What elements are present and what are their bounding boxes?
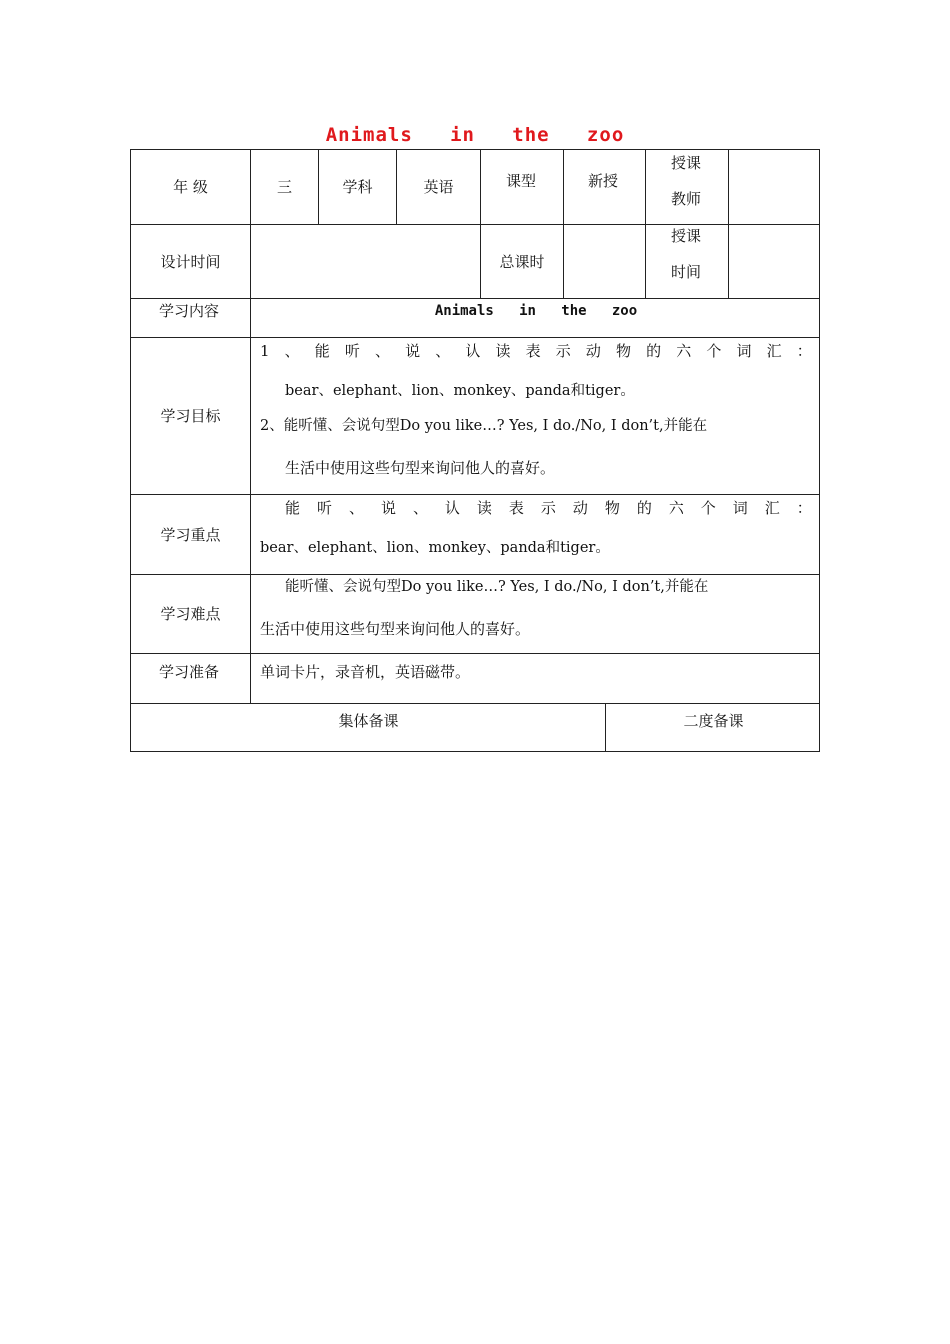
content-value: Animals in the zoo	[434, 303, 638, 319]
teach-time-label-line2: 时间	[671, 263, 702, 281]
key-points-label-cell	[130, 494, 250, 574]
key-points-line-1-char: 、	[412, 499, 428, 517]
subject-label: 学科	[342, 178, 373, 196]
goals-line-1-char: 听	[344, 342, 360, 360]
key-points-line-1-char: 说	[380, 499, 396, 517]
prep-value-cell	[250, 653, 820, 703]
total-hours-label-cell	[480, 224, 563, 298]
goals-label: 学习目标	[160, 407, 221, 425]
goals-line-1-char: 、	[284, 342, 300, 360]
goals-line-1-char: 物	[616, 342, 632, 360]
key-points-line-1-char: 的	[636, 499, 652, 517]
goals-line-1-char: 六	[676, 342, 692, 360]
lesson-type-label: 课型	[506, 172, 537, 190]
goals-line-4: 生活中使用这些句型来询问他人的喜好。	[285, 459, 556, 477]
goals-line-1-char: 表	[525, 342, 541, 360]
key-points-line-1-char: 个	[700, 499, 716, 517]
difficulty-label: 学习难点	[160, 605, 221, 623]
difficulty-content-cell	[250, 574, 820, 653]
collective-prep-cell	[130, 703, 605, 752]
difficulty-label-cell	[130, 574, 250, 653]
document-title: Animals in the zoo	[325, 124, 625, 146]
grade-value-cell	[250, 149, 318, 224]
goals-line-1-char: ：	[796, 342, 812, 360]
key-points-line-1-char: 听	[316, 499, 332, 517]
key-points-line-1-char: 六	[668, 499, 684, 517]
goals-line-1	[260, 342, 812, 360]
total-hours-label: 总课时	[499, 252, 545, 271]
key-points-line-1-char: 认	[444, 499, 460, 517]
goals-line-3: 2、能听懂、会说句型Do you like…? Yes, I do./No, I don’t,并能在	[260, 418, 708, 434]
goals-line-1-char: 动	[585, 342, 601, 360]
subject-label-cell	[318, 149, 396, 224]
key-points-line-1-char: 示	[540, 499, 556, 517]
collective-prep-label: 集体备课	[338, 712, 399, 730]
goals-line-1-char: 的	[646, 342, 662, 360]
content-label-cell	[130, 298, 250, 337]
key-points-line-1-char: 汇	[764, 499, 780, 517]
goals-line-1-char: 说	[405, 342, 421, 360]
key-points-content-cell	[250, 494, 820, 574]
key-points-line-1-char: 词	[732, 499, 748, 517]
lesson-type-label-cell	[480, 149, 563, 224]
teach-time-label-cell	[645, 224, 728, 298]
goals-line-1-char: 1	[260, 342, 270, 360]
key-points-line-1-char: 物	[604, 499, 620, 517]
goals-label-cell	[130, 337, 250, 494]
total-hours-value-cell	[563, 224, 645, 298]
key-points-line-1-char: ：	[796, 499, 812, 517]
lesson-type-value: 新授	[588, 172, 619, 190]
goals-line-1-char: 认	[465, 342, 481, 360]
prep-label: 学习准备	[159, 663, 220, 681]
secondary-prep-label: 二度备课	[683, 712, 744, 730]
secondary-prep-cell	[605, 703, 820, 752]
key-points-line-1-char: 、	[348, 499, 364, 517]
teacher-value-cell	[728, 149, 820, 224]
subject-value-cell	[396, 149, 480, 224]
teacher-label-line1: 授课	[671, 154, 702, 172]
teacher-label-line2: 教师	[671, 190, 702, 208]
goals-line-1-char: 汇	[766, 342, 782, 360]
teach-time-label-line1: 授课	[671, 227, 702, 245]
design-time-value-cell	[250, 224, 480, 298]
teach-time-value-cell	[728, 224, 820, 298]
key-points-line-1-char: 表	[508, 499, 524, 517]
key-points-line-2: bear、elephant、lion、monkey、panda和tiger。	[260, 540, 610, 556]
content-value-cell	[250, 298, 820, 337]
lesson-type-value-cell	[563, 149, 645, 224]
goals-line-1-char: 示	[555, 342, 571, 360]
goals-line-1-char: 个	[706, 342, 722, 360]
key-points-line-1-char: 能	[285, 499, 301, 517]
grade-label-cell	[130, 149, 250, 224]
key-points-label: 学习重点	[160, 525, 221, 544]
design-time-label-cell	[130, 224, 250, 298]
teacher-label-cell	[645, 149, 728, 224]
key-points-line-1-char: 读	[476, 499, 492, 517]
goals-line-1-char: 、	[375, 342, 391, 360]
goals-line-1-char: 、	[435, 342, 451, 360]
goals-line-1-char: 词	[736, 342, 752, 360]
grade-label: 年 级	[173, 178, 208, 196]
key-points-line-1	[285, 499, 812, 517]
difficulty-line-2: 生活中使用这些句型来询问他人的喜好。	[260, 620, 531, 638]
goals-line-1-char: 读	[495, 342, 511, 360]
grade-value: 三	[276, 178, 292, 196]
content-label: 学习内容	[159, 302, 220, 320]
prep-value: 单词卡片，录音机，英语磁带。	[260, 663, 471, 681]
prep-label-cell	[130, 653, 250, 703]
design-time-label: 设计时间	[160, 252, 221, 271]
goals-line-2: bear、elephant、lion、monkey、panda和tiger。	[285, 383, 635, 399]
difficulty-line-1: 能听懂、会说句型Do you like…? Yes, I do./No, I don’t,并能在	[285, 579, 709, 595]
subject-value: 英语	[423, 178, 454, 196]
goals-content-cell	[250, 337, 820, 494]
key-points-line-1-char: 动	[572, 499, 588, 517]
goals-line-1-char: 能	[314, 342, 330, 360]
